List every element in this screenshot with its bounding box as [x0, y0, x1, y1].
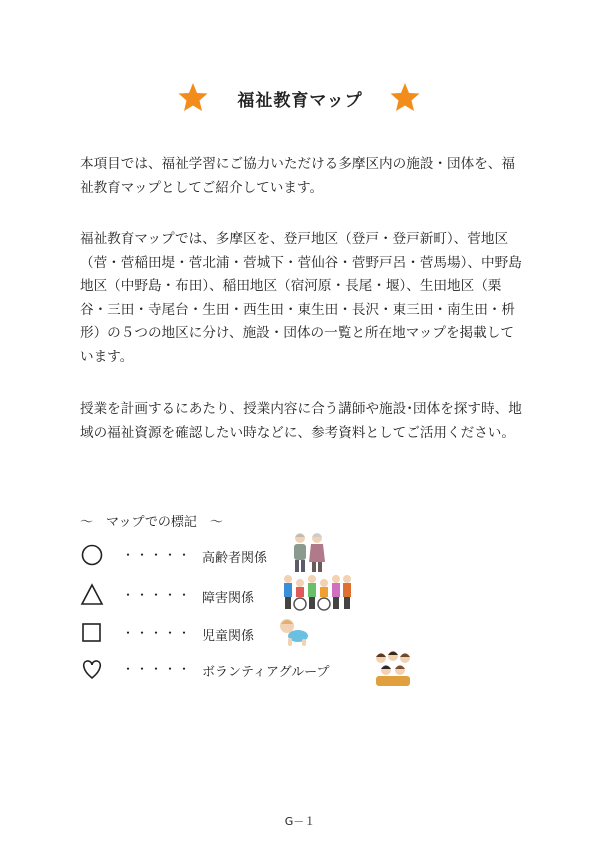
volunteer-group-icon: [372, 648, 414, 688]
legend-dots: ・・・・・: [122, 588, 193, 602]
district-paragraph: 福祉教育マップでは、多摩区を、登戸地区（登戸・登戸新町）、菅地区（菅・菅稲田堤・菅北浦・菅城下・菅仙谷・菅野戸呂・菅馬場）、中野島地区（中野島・布田）、稲田地区（宿河原・長尾・堰）、生田地区（栗谷・三田・寺尾台・生田・西生田・東生田・長沢・東三田・南生田・枡形）の５つの地区に分け、施設・団体の一覧と所在地マップを掲載しています。: [80, 231, 522, 365]
legend-row-children: [80, 620, 500, 650]
legend-row-volunteer: [80, 656, 500, 686]
legend-row-elderly: [80, 542, 500, 572]
page-number: G－１: [284, 815, 316, 828]
legend-label-elderly: 高齢者関係: [202, 551, 268, 566]
legend-dots: ・・・・・: [122, 662, 193, 676]
elderly-couple-icon: [288, 530, 330, 574]
title-row: [0, 82, 600, 112]
legend-title: ～ マップでの標記 ～: [80, 515, 223, 530]
star-icon-right: [390, 82, 420, 112]
legend-label-volunteer: ボランティアグループ: [202, 665, 330, 680]
triangle-icon: [80, 582, 106, 608]
intro-paragraph: 本項目では、福祉学習にご協力いただける多摩区内の施設・団体を、福祉教育マップとしてご紹介しています。: [80, 156, 515, 196]
usage-paragraph: 授業を計画するにあたり、授業内容に合う講師や施設･団体を探す時、地域の福祉資源を確認したい時などに、参考資料としてご活用ください。: [80, 401, 522, 441]
page-title: 福祉教育マップ: [237, 91, 363, 111]
disability-group-icon: [280, 570, 352, 612]
circle-icon: [80, 542, 106, 568]
legend-dots: ・・・・・: [122, 548, 193, 562]
legend-label-disability: 障害関係: [202, 591, 255, 606]
square-icon: [80, 620, 106, 646]
legend-row-disability: [80, 582, 500, 612]
legend-label-children: 児童関係: [202, 629, 255, 644]
heart-icon: [80, 656, 106, 682]
legend-dots: ・・・・・: [122, 626, 193, 640]
crawling-baby-icon: [276, 616, 310, 648]
